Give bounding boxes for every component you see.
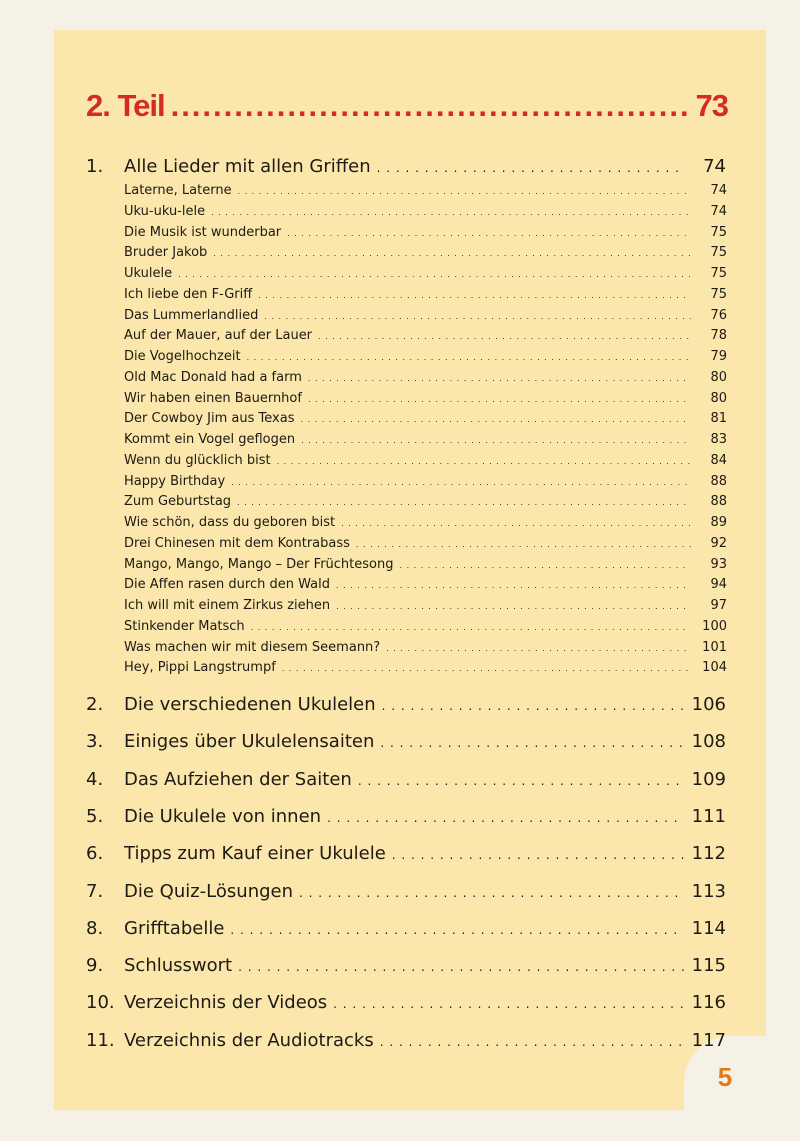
toc-chapter-entry: [86, 955, 726, 985]
leader-dots: [380, 1030, 684, 1051]
leader-dots: [333, 992, 684, 1013]
leader-dots: [238, 955, 684, 976]
chapter-number: 1.: [86, 156, 104, 177]
song-page: 81: [710, 411, 727, 427]
toc-song-entry: [124, 474, 727, 495]
leader-dots: [300, 411, 691, 426]
toc-song-entry: [124, 660, 727, 681]
song-page: 74: [710, 183, 727, 198]
chapter-number: 6.: [86, 843, 104, 865]
song-page: 97: [710, 598, 727, 613]
leader-dots: [238, 183, 691, 198]
leader-dots: [327, 806, 684, 827]
toc-chapter-entry: [86, 769, 726, 799]
song-title: Mango, Mango, Mango – Der Früchtesong: [124, 556, 394, 572]
chapter-title: Alle Lieder mit allen Griffen: [124, 156, 371, 177]
chapter-page: 113: [691, 880, 726, 902]
leader-dots: [386, 640, 691, 655]
chapter-number: 8.: [86, 917, 104, 939]
song-page: 80: [710, 369, 727, 385]
toc-chapter-entry: [86, 992, 726, 1022]
toc-song-entry: [124, 640, 727, 661]
song-page: 80: [710, 390, 727, 406]
song-title: Was machen wir mit diesem Seemann?: [124, 639, 381, 655]
song-page: 101: [702, 639, 727, 655]
toc-song-entry: [124, 391, 727, 412]
toc-song-entry: [124, 204, 727, 225]
leader-dots: [382, 694, 684, 715]
toc-song-entry: [124, 494, 727, 515]
chapter-page: 115: [691, 955, 726, 977]
toc-song-entry: [124, 308, 727, 329]
leader-dots: [251, 619, 691, 634]
chapter-page: 114: [691, 917, 726, 939]
song-title: Uku-uku-lele: [124, 203, 206, 219]
song-title: Hey, Pippi Langstrumpf: [124, 660, 276, 676]
toc-chapter-entry: [86, 694, 726, 724]
song-page: 74: [710, 203, 727, 219]
toc-chapter-entry: [86, 806, 726, 836]
song-page: 75: [710, 245, 727, 261]
chapter-title: Die Ukulele von innen: [124, 805, 322, 827]
song-page: 75: [710, 266, 727, 281]
song-title: Happy Birthday: [124, 473, 226, 489]
song-page: 88: [710, 473, 727, 489]
song-title: Auf der Mauer, auf der Lauer: [124, 328, 313, 344]
leader-dots: [377, 156, 684, 177]
song-title: Kommt ein Vogel geflogen: [124, 432, 296, 447]
leader-dots: [247, 349, 691, 364]
chapter-title: Schlusswort: [124, 955, 233, 977]
song-title: Ukulele: [124, 266, 173, 281]
chapter-title: Grifftabelle: [124, 917, 225, 939]
toc-song-entry: [124, 515, 727, 536]
leader-dots: [318, 328, 691, 343]
toc-song-entry: [124, 411, 727, 432]
toc-song-entry: [124, 370, 727, 391]
song-title: Die Vogelhochzeit: [124, 349, 241, 364]
chapter-number: 10.: [86, 992, 115, 1014]
leader-dots: [308, 370, 691, 385]
song-title: Stinkender Matsch: [124, 618, 245, 634]
chapter-page: 108: [691, 731, 726, 753]
chapter-title: Einiges über Ukulelensaiten: [124, 731, 375, 753]
song-page: 94: [710, 577, 727, 593]
part-heading: [86, 88, 728, 132]
chapter-page: 111: [691, 805, 726, 827]
chapter-title: Die Quiz-Lösungen: [124, 880, 294, 902]
song-title: Wir haben einen Bauernhof: [124, 390, 302, 406]
chapter-number: 9.: [86, 955, 104, 977]
chapter-number: 7.: [86, 880, 104, 902]
chapter-page: 74: [703, 156, 726, 177]
leader-dots: [336, 598, 691, 613]
part-page: 73: [695, 88, 728, 123]
chapter-title: Die verschiedenen Ukulelen: [124, 694, 376, 715]
leader-dots: [392, 843, 684, 864]
chapter-page: 117: [691, 1029, 726, 1051]
toc-song-entry: [124, 577, 727, 598]
song-title: Zum Geburtstag: [124, 494, 232, 510]
leader-dots: [399, 557, 691, 572]
song-page: 76: [710, 307, 727, 323]
toc-song-entry: [124, 245, 727, 266]
toc-song-entry: [124, 349, 727, 370]
chapter-page: 116: [691, 992, 726, 1014]
toc-chapter-entry: [86, 731, 726, 761]
leader-dots: [380, 731, 684, 752]
song-page: 78: [710, 328, 727, 344]
song-title: Die Musik ist wunderbar: [124, 224, 282, 240]
toc-chapter-1: [86, 156, 726, 186]
song-page: 88: [710, 494, 727, 510]
leader-dots: [341, 515, 691, 530]
song-title: Ich will mit einem Zirkus ziehen: [124, 598, 331, 613]
song-page: 104: [702, 660, 727, 676]
chapter-title: Verzeichnis der Audiotracks: [124, 1029, 374, 1051]
toc-song-entry: [124, 328, 727, 349]
leader-dots: [171, 88, 690, 124]
toc-song-entry: [124, 557, 727, 578]
song-title: Das Lummerlandlied: [124, 307, 259, 323]
chapter-number: 2.: [86, 694, 104, 715]
chapter-number: 4.: [86, 768, 104, 790]
toc-chapter-entry: [86, 843, 726, 873]
toc-chapter-entry: [86, 918, 726, 948]
chapter-number: 5.: [86, 805, 104, 827]
song-title: Wenn du glücklich bist: [124, 452, 271, 468]
chapter-page: 106: [691, 694, 726, 715]
chapter-title: Das Aufziehen der Saiten: [124, 768, 352, 790]
chapter-number: 3.: [86, 731, 104, 753]
page-number: 5: [717, 1061, 733, 1092]
toc-song-entry: [124, 536, 727, 557]
song-page: 84: [710, 452, 727, 468]
song-page: 79: [710, 349, 727, 364]
leader-dots: [230, 918, 684, 939]
leader-dots: [258, 287, 691, 302]
chapter-title: Tipps zum Kauf einer Ukulele: [124, 843, 386, 865]
toc-song-entry: [124, 183, 727, 204]
song-title: Der Cowboy Jim aus Texas: [124, 411, 295, 427]
toc-song-entry: [124, 598, 727, 619]
song-page: 75: [710, 286, 727, 302]
leader-dots: [237, 494, 691, 509]
toc-song-entry: [124, 266, 727, 287]
song-page: 75: [710, 224, 727, 240]
leader-dots: [301, 432, 691, 447]
leader-dots: [264, 308, 691, 323]
chapter-page: 112: [691, 843, 726, 865]
part-title: 2. Teil: [86, 88, 165, 123]
leader-dots: [211, 204, 691, 219]
song-page: 89: [710, 515, 727, 530]
song-title: Old Mac Donald had a farm: [124, 369, 302, 385]
song-title: Ich liebe den F-Griff: [124, 286, 253, 302]
toc-chapter-entry: [86, 1030, 726, 1060]
toc-song-entry: [124, 453, 727, 474]
chapter-number: 11.: [86, 1029, 115, 1051]
leader-dots: [277, 453, 691, 468]
song-title: Bruder Jakob: [124, 245, 208, 261]
chapter-page: 109: [691, 768, 726, 790]
leader-dots: [358, 769, 684, 790]
leader-dots: [356, 536, 691, 551]
leader-dots: [178, 266, 691, 281]
toc-chapter-entry: [86, 881, 726, 911]
song-page: 83: [710, 432, 727, 447]
leader-dots: [287, 225, 691, 240]
leader-dots: [299, 881, 684, 902]
leader-dots: [336, 577, 691, 592]
song-page: 100: [702, 618, 727, 634]
toc-song-entry: [124, 619, 727, 640]
leader-dots: [282, 660, 691, 675]
leader-dots: [231, 474, 691, 489]
toc-song-entry: [124, 225, 727, 246]
toc-song-entry: [124, 432, 727, 453]
song-title: Laterne, Laterne: [124, 183, 232, 198]
chapter-title: Verzeichnis der Videos: [124, 992, 328, 1014]
song-page: 93: [710, 556, 727, 572]
song-title: Wie schön, dass du geboren bist: [124, 515, 336, 530]
leader-dots: [308, 391, 691, 406]
song-title: Drei Chinesen mit dem Kontrabass: [124, 535, 350, 551]
song-page: 92: [710, 535, 727, 551]
leader-dots: [213, 245, 691, 260]
song-title: Die Affen rasen durch den Wald: [124, 577, 330, 593]
toc-song-entry: [124, 287, 727, 308]
